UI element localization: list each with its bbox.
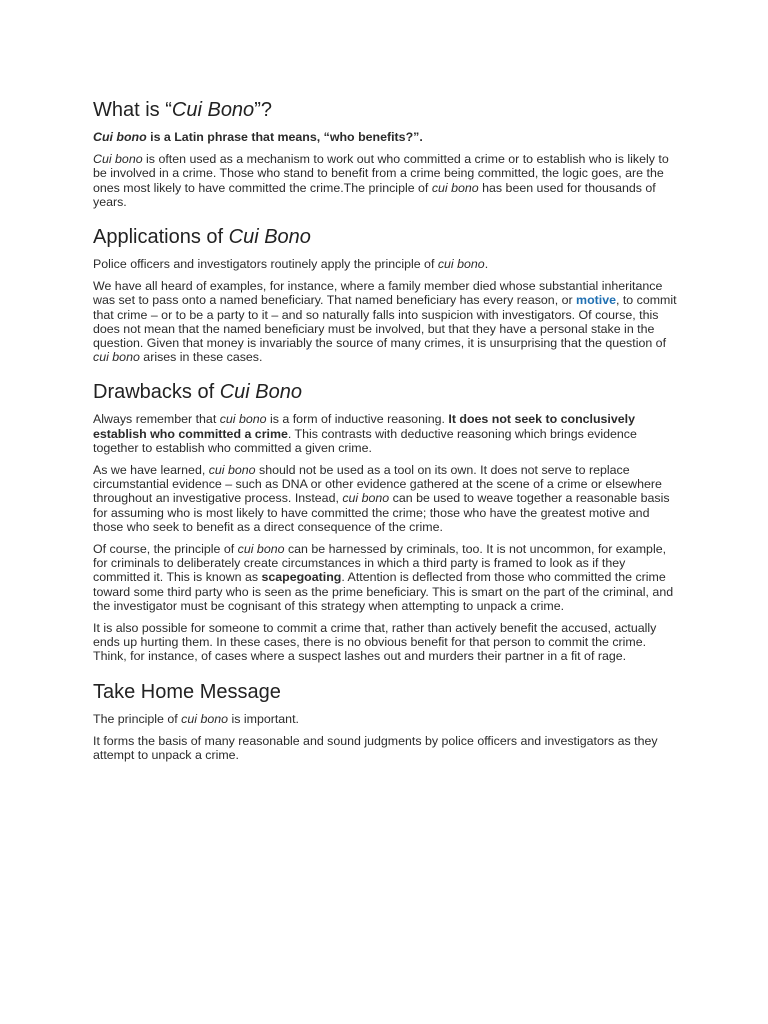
applications-paragraph-2: We have all heard of examples, for instance, where a family member died whose substantial inheritance was set to pass onto a named beneficiary. That named beneficiary has every reason, or motive, to commit that crime – or to be a party to it – and so naturally falls into suspicion with investigators. Of course, this does not mean that the named beneficiary must be involved, but that they have a personal stake in the question. Given that money is invariably the source of many crimes, it is unsurprising that the question of cui bono arises in these cases. <box>93 279 677 365</box>
definition-paragraph: Cui bono is a Latin phrase that means, “who benefits?”. <box>93 130 423 144</box>
drawbacks-paragraph-4: It is also possible for someone to commit a crime that, rather than actively benefit the accused, actually ends up hurting them. In these cases, there is no obvious benefit for that person to commit the crime. Think, for instance, of cases where a suspect lashes out and murders their partner in a fit of rage. <box>93 621 657 664</box>
heading-applications: Applications of Cui Bono <box>93 226 311 249</box>
drawbacks-paragraph-1: Always remember that cui bono is a form of inductive reasoning. It does not seek to conclusively establish who committed a crime. This contrasts with deductive reasoning which brings evidence together to establish who committed a given crime. <box>93 412 637 455</box>
drawbacks-paragraph-2: As we have learned, cui bono should not be used as a tool on its own. It does not serve to replace circumstantial evidence – such as DNA or other evidence gathered at the scene of a crime or elsewhere throughout an investigative process. Instead, cui bono can be used to weave together a reasonable basis for assuming who is most likely to have committed the crime; those who have the greatest motive and those who seek to benefit as a direct consequence of the crime. <box>93 463 670 534</box>
intro-paragraph: Cui bono is often used as a mechanism to work out who committed a crime or to establish who is likely to be involved in a crime. Those who stand to benefit from a crime being committed, the logic goes, are the ones most likely to have committed the crime.The principle of cui bono has been used for thousands of years. <box>93 152 669 209</box>
article-body <box>93 98 681 770</box>
heading-drawbacks: Drawbacks of Cui Bono <box>93 381 302 404</box>
motive-link[interactable]: motive <box>576 293 616 308</box>
heading-what-is-cui-bono: What is “Cui Bono”? <box>93 99 272 121</box>
heading-take-home-message: Take Home Message <box>93 680 281 703</box>
take-home-paragraph-1: The principle of cui bono is important. <box>93 711 299 726</box>
take-home-paragraph-2: It forms the basis of many reasonable and sound judgments by police officers and investigators as they attempt to unpack a crime. <box>93 733 658 763</box>
applications-paragraph-1: Police officers and investigators routinely apply the principle of cui bono. <box>93 257 489 272</box>
drawbacks-paragraph-3: Of course, the principle of cui bono can be harnessed by criminals, too. It is not uncommon, for example, for criminals to deliberately create circumstances in which a third party is framed to look as if they committed it. This is known as scapegoating. Attention is deflected from those who committed the crime toward some third party who is seen as the prime beneficiary. This is smart on the part of the criminal, and the investigator must be cognisant of this strategy when attempting to unpack a crime. <box>93 542 674 613</box>
